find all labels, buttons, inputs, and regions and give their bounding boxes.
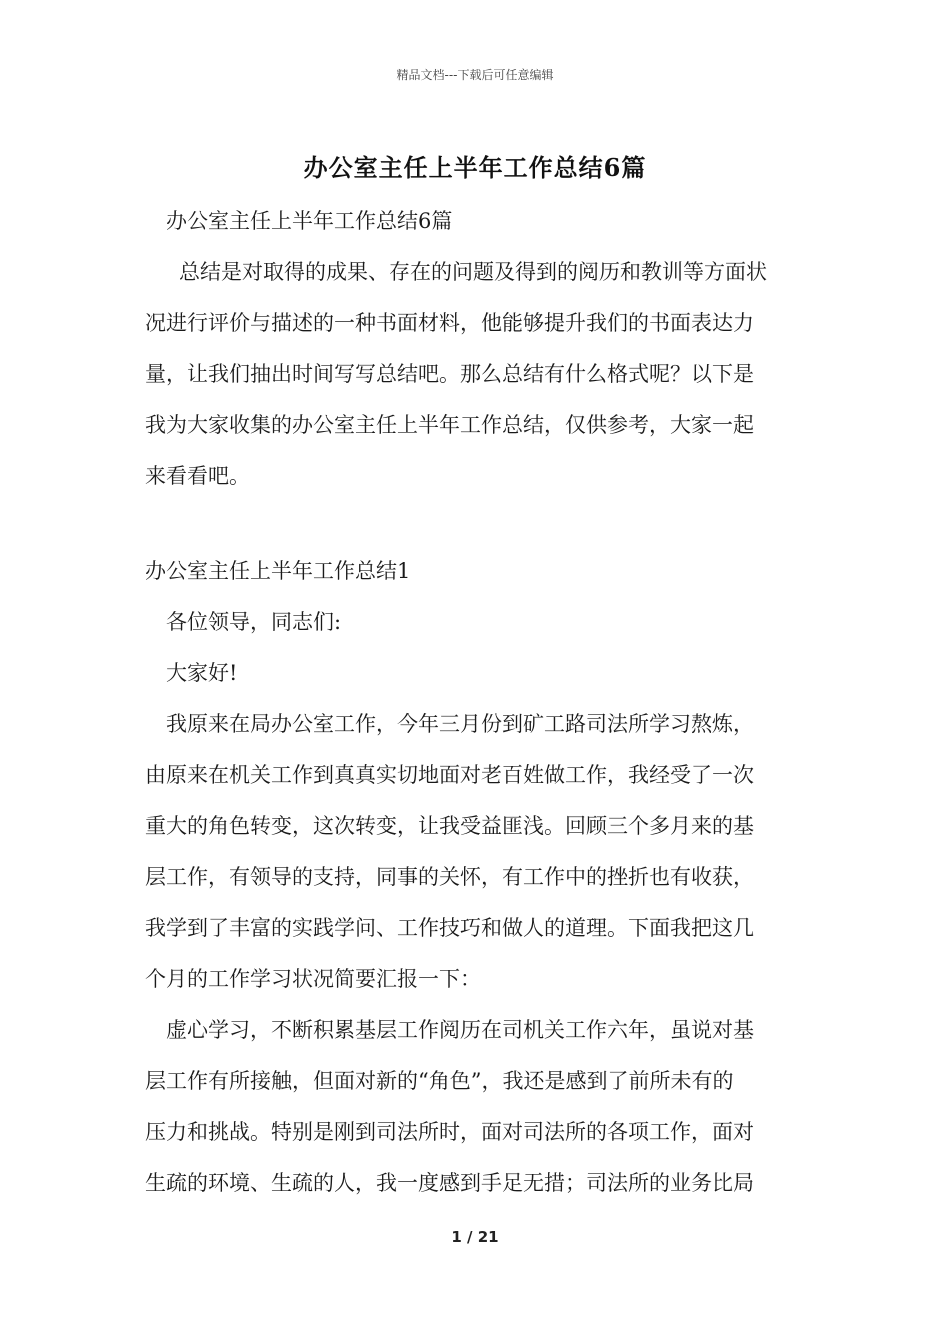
page-number: 1 / 21 — [451, 1228, 499, 1246]
hello: 大家好! — [166, 661, 238, 685]
document-body-main — [145, 546, 810, 1209]
header-note: 精品文档---下载后可任意编辑 — [396, 68, 554, 82]
paragraph-line: 压力和挑战。特别是刚到司法所时，面对司法所的各项工作，面对 — [145, 1120, 754, 1144]
document-body-top — [145, 196, 810, 502]
intro-line: 量，让我们抽出时间写写总结吧。那么总结有什么格式呢？以下是 — [145, 362, 754, 386]
greeting: 各位领导，同志们: — [166, 610, 342, 634]
paragraph-line: 由原来在机关工作到真真实切地面对老百姓做工作，我经受了一次 — [145, 763, 754, 787]
document-title: 办公室主任上半年工作总结6篇 — [303, 153, 647, 182]
paragraph-line: 重大的角色转变，这次转变，让我受益匪浅。回顾三个多月来的基 — [145, 814, 754, 838]
intro-line: 我为大家收集的办公室主任上半年工作总结，仅供参考，大家一起 — [145, 413, 754, 437]
paragraph-line: 层工作，有领导的支持，同事的关怀，有工作中的挫折也有收获， — [145, 865, 754, 889]
intro-line: 来看看吧。 — [145, 464, 250, 488]
paragraph-line: 生疏的环境、生疏的人，我一度感到手足无措；司法所的业务比局 — [145, 1171, 754, 1195]
paragraph-line: 我学到了丰富的实践学问、工作技巧和做人的道理。下面我把这几 — [145, 916, 754, 940]
paragraph-line: 层工作有所接触，但面对新的“角色”，我还是感到了前所未有的 — [145, 1069, 734, 1093]
paragraph-line: 虚心学习，不断积累基层工作阅历在司机关工作六年，虽说对基 — [166, 1018, 754, 1042]
paragraph-line: 个月的工作学习状况简要汇报一下： — [145, 967, 481, 991]
intro-line: 总结是对取得的成果、存在的问题及得到的阅历和教训等方面状 — [179, 260, 767, 284]
subtitle: 办公室主任上半年工作总结6篇 — [166, 209, 453, 233]
intro-line: 况进行评价与描述的一种书面材料，他能够提升我们的书面表达力 — [145, 311, 754, 335]
section-heading: 办公室主任上半年工作总结1 — [145, 559, 411, 583]
paragraph-line: 我原来在局办公室工作，今年三月份到矿工路司法所学习熬炼， — [166, 712, 754, 736]
